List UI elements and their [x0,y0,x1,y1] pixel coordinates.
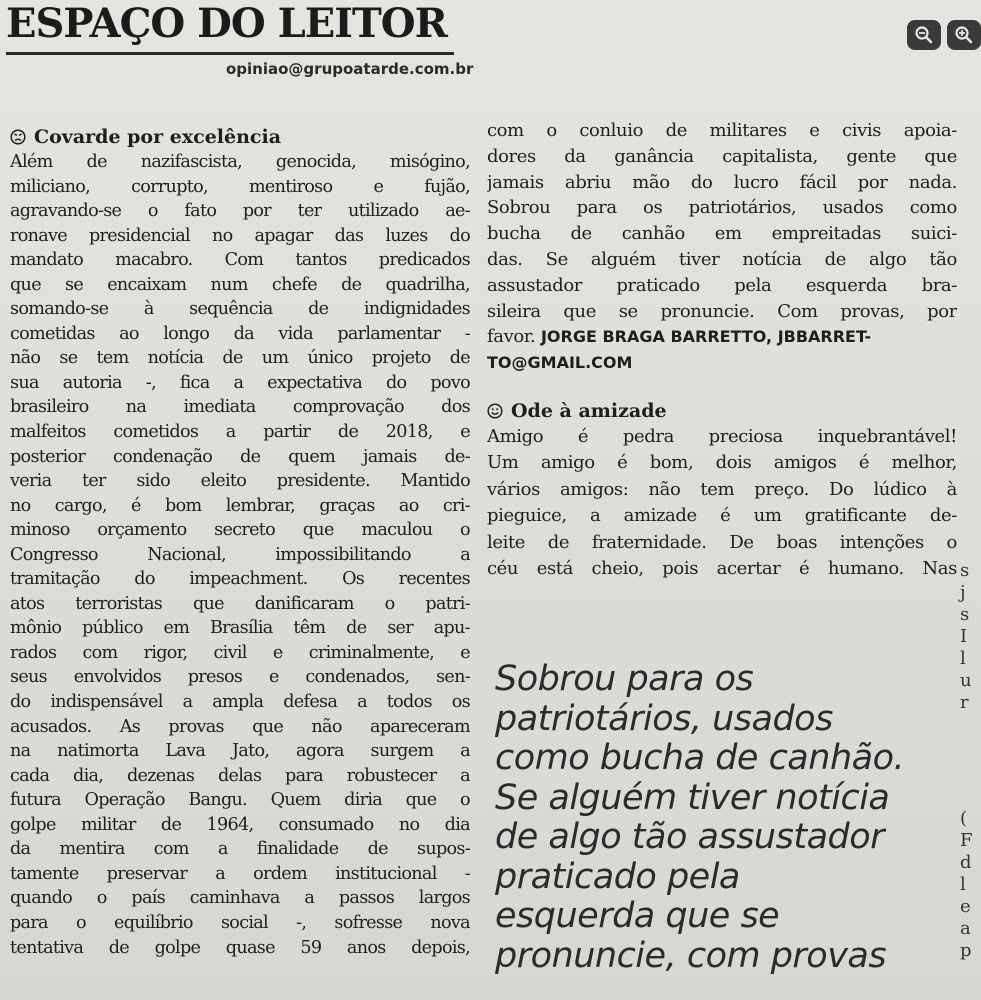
text-line: na natimorta Lava Jato, agora surgem a [10,741,470,762]
text-line: leite de fraternidade. De boas intenções o [487,531,957,553]
letter-closing: favor. [487,326,536,348]
text-line: não se tem notícia de um único projeto de [10,348,470,369]
zoom-controls [907,20,981,50]
next-column-fragment: s j s I l u r [960,560,972,713]
pull-quote [495,660,960,976]
right-column [487,118,957,583]
letter-body [487,424,957,583]
text-line: que se encaixam num chefe de quadrilha, [10,274,470,295]
letter-signature-line-2 [487,350,957,376]
letter-body [10,150,470,960]
text-line: golpe militar de 1964, consumado no dia [10,814,470,835]
pull-quote-line: pronuncie, com provas [495,935,887,976]
section-title: ESPAÇO DO LEITOR [6,0,447,47]
text-line: tamente preservar a ordem institucional - [10,863,470,884]
text-line: Sobrou para os patriotários, usados como [487,197,957,219]
text-line: posterior condenação de quem jamais de- [10,446,470,467]
text-line: tentativa de golpe quase 59 anos depois, [10,937,470,958]
text-line: cada dia, dezenas delas para robustecer a [10,765,470,786]
letter-author-email: TO@GMAIL.COM [487,353,633,373]
text-line: Um amigo é bom, dois amigos é melhor, [487,452,957,474]
text-line: com o conluio de militares e civis apoia- [487,120,957,141]
text-line: do indispensável a ampla defesa a todos os [10,692,470,713]
text-line: atos terroristas que danificaram o patri- [10,593,470,614]
text-line: sileira que se pronuncie. Com provas, por [487,300,957,322]
text-line: Amigo é pedra preciosa inquebrantável! [487,425,957,447]
text-line: Além de nazifascista, genocida, misógino, [10,152,470,172]
angry-face-icon [10,129,26,145]
text-line: somando-se à sequência de indignidades [10,299,470,320]
text-line: miliciano, corrupto, mentiroso e fujão, [10,176,470,197]
text-line: Congresso Nacional, impossibilitando a [10,544,470,565]
pull-quote-line: Se alguém tiver notícia [495,777,890,818]
text-line: vários amigos: não tem preço. Do lúdico à [487,478,957,500]
section-email: opiniao@grupoatarde.com.br [226,60,474,78]
text-line: tramitação do impeachment. Os recentes [10,569,470,590]
zoom-in-icon [954,25,974,45]
letter-continuation [487,118,957,324]
text-line: veria ter sido eleito presidente. Mantido [10,471,470,492]
pull-quote-line: patriotários, usados [495,698,833,739]
text-line: mandato macabro. Com tantos predicados [10,250,470,271]
pull-quote-line: Sobrou para os [495,659,754,699]
letter-author: JORGE BRAGA BARRETTO, JBBARRET- [540,327,872,347]
pull-quote-line: esquerda que se [495,896,780,936]
text-line: céu está cheio, pois acertar é humano. Nas [487,558,957,580]
text-line: dores da ganância capitalista, gente que [487,145,957,167]
smiling-face-icon [487,403,503,419]
text-line: da mentira com a finalidade de supos- [10,839,470,860]
letter-signature-line [487,324,957,350]
zoom-in-button[interactable] [947,20,981,50]
text-line: bucha de canhão em empreitadas suici- [487,223,957,245]
zoom-out-icon [914,25,934,45]
text-line: futura Operação Bangu. Quem diria que o [10,790,470,811]
text-line: minoso orçamento secreto que maculou o [10,520,470,541]
letter-heading-text: Covarde por excelência [34,126,282,148]
text-line: agravando-se o fato por ter utilizado ae- [10,201,470,222]
text-line: para o equilíbrio social -, sofresse nova [10,912,470,933]
zoom-out-button[interactable] [907,20,941,50]
text-line: sua autoria -, fica a expectativa do povo [10,372,470,393]
text-line: seus envolvidos presos e condenados, sen- [10,667,470,688]
text-line: brasileiro na imediata comprovação dos [10,397,470,418]
text-line: pieguice, a amizade é um gratificante de- [487,505,957,527]
next-column-fragment: ( F d l e a p [960,808,973,961]
text-line: no cargo, é bom lembrar, graças ao cri- [10,495,470,516]
text-line: jamais abriu mão do lucro fácil por nada. [487,171,957,193]
text-line: cometidas ao longo da vida parlamentar - [10,323,470,344]
text-line: quando o país caminhava a passos largos [10,888,470,909]
text-line: malfeitos cometidos a partir de 2018, e [10,422,470,443]
pull-quote-line: como bucha de canhão. [495,738,905,778]
text-line: rados com rigor, civil e criminalmente, e [10,642,470,663]
text-line: mônio público em Brasília têm de ser apu- [10,618,470,639]
left-column [10,124,470,960]
text-line: acusados. As provas que não apareceram [10,716,470,737]
letter-heading [487,398,957,424]
pull-quote-line: praticado pela [495,856,740,897]
text-line: das. Se alguém tiver notícia de algo tão [487,248,957,270]
pull-quote-line: de algo tão assustador [495,817,885,857]
text-line: assustador praticado pela esquerda bra- [487,274,957,296]
title-rule [6,52,454,55]
text-line: ronave presidencial no apagar das luzes do [10,225,470,246]
letter-heading [10,124,470,150]
letter-heading-text: Ode à amizade [511,399,667,422]
